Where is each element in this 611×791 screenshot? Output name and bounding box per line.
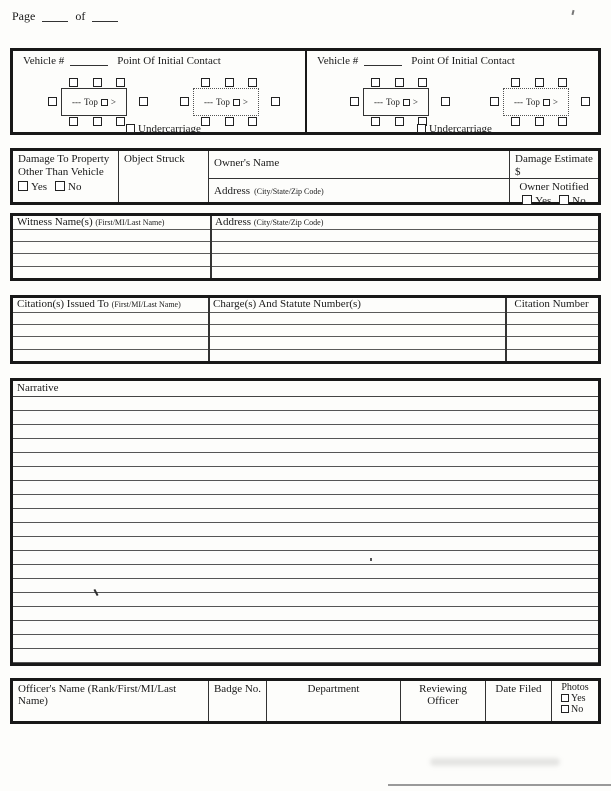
direction-arrow: > (242, 97, 248, 107)
vehicle-number-field[interactable] (364, 55, 402, 66)
witness-header-row (13, 216, 598, 229)
photos-no-row (555, 704, 595, 715)
witness-section (10, 213, 601, 281)
owner-notified-no-checkbox[interactable] (559, 195, 569, 205)
vehicle-panel-header (23, 55, 221, 67)
direction-arrow: > (110, 97, 116, 107)
vehicle-top-outline (363, 88, 429, 116)
blank-fill-in-row[interactable] (13, 593, 598, 607)
poc-checkbox-t3[interactable] (248, 78, 257, 87)
blank-fill-in-row[interactable] (13, 467, 598, 481)
contact-label: Point Of Initial Contact (117, 55, 221, 67)
vehicle-contact-diagram-car (350, 78, 450, 126)
blank-fill-in-row[interactable] (13, 439, 598, 453)
poc-checkbox-t3[interactable] (116, 78, 125, 87)
undercarriage-row (417, 123, 492, 135)
photos-yes-label: Yes (571, 693, 586, 704)
photos-yes-row (555, 693, 595, 704)
page-number-line (12, 9, 125, 24)
damage-estimate-label: Damage Estimate (515, 153, 593, 165)
blank-fill-in-row[interactable] (13, 266, 598, 278)
poc-checkbox-center[interactable] (233, 99, 240, 106)
undercarriage-label: Undercarriage (138, 123, 201, 135)
photos-no-label: No (571, 704, 584, 715)
poc-checkbox-t2[interactable] (225, 78, 234, 87)
poc-checkbox-b1[interactable] (69, 117, 78, 126)
poc-checkbox-b3[interactable] (248, 117, 257, 126)
direction-arrow: > (552, 97, 558, 107)
damage-property-label-line2: Other Than Vehicle (18, 165, 104, 178)
owner-notified-field (510, 179, 598, 209)
front-dashes: --- (374, 97, 384, 107)
damage-no-checkbox[interactable] (55, 181, 65, 191)
poc-checkbox-b3[interactable] (558, 117, 567, 126)
owner-address-field[interactable] (209, 179, 509, 202)
poc-checkbox-center[interactable] (403, 99, 410, 106)
poc-checkbox-b2[interactable] (535, 117, 544, 126)
date-filed-header: Date Filed (495, 683, 542, 695)
witness-rows (13, 229, 598, 278)
vehicle-contact-diagram-trailer (180, 78, 280, 126)
blank-fill-in-row[interactable] (13, 229, 598, 241)
damage-to-property-section (10, 148, 601, 205)
front-dashes: --- (72, 97, 82, 107)
poc-checkbox-t1[interactable] (69, 78, 78, 87)
front-dashes: --- (514, 97, 524, 107)
blank-fill-in-row[interactable] (13, 312, 598, 324)
damage-yes-label: Yes (31, 181, 48, 194)
of-label: of (75, 9, 86, 23)
poc-checkbox-l[interactable] (490, 97, 499, 106)
poc-checkbox-t2[interactable] (535, 78, 544, 87)
owner-name-label: Owner's Name (214, 157, 280, 169)
poc-checkbox-b1[interactable] (371, 117, 380, 126)
citation-section (10, 295, 601, 364)
vehicle-contact-diagram-trailer (490, 78, 590, 126)
blank-fill-in-row[interactable] (13, 241, 598, 253)
undercarriage-row (126, 123, 201, 135)
poc-checkbox-b2[interactable] (93, 117, 102, 126)
vehicle-top-outline (61, 88, 127, 116)
citation-rows (13, 312, 598, 361)
blank-fill-in-row[interactable] (13, 635, 598, 649)
poc-checkbox-t1[interactable] (511, 78, 520, 87)
officer-section (10, 678, 601, 724)
blank-fill-in-row[interactable] (13, 509, 598, 523)
top-label: Top (526, 97, 540, 107)
officer-name-header: Officer's Name (Rank/First/MI/Last Name) (18, 683, 177, 707)
blank-fill-in-row[interactable] (13, 253, 598, 265)
narrative-lines (13, 397, 598, 663)
page-label: Page (12, 9, 36, 23)
owner-notified-yes-label: Yes (535, 194, 552, 207)
reviewing-officer-cell[interactable] (400, 681, 485, 721)
top-label: Top (386, 97, 400, 107)
photos-no-checkbox[interactable] (561, 705, 569, 713)
poc-checkbox-b1[interactable] (201, 117, 210, 126)
scan-artifact (571, 10, 574, 15)
poc-checkbox-r[interactable] (139, 97, 148, 106)
damage-property-cell (13, 151, 118, 202)
blank-fill-in-row[interactable] (13, 551, 598, 565)
direction-arrow: > (412, 97, 418, 107)
point-of-initial-contact-section (10, 48, 601, 135)
citation-header-row (13, 298, 598, 312)
poc-checkbox-l[interactable] (350, 97, 359, 106)
blank-fill-in-row[interactable] (13, 621, 598, 635)
blank-fill-in-row[interactable] (13, 411, 598, 425)
narrative-section (10, 378, 601, 666)
top-label: Top (84, 97, 98, 107)
poc-checkbox-r[interactable] (581, 97, 590, 106)
blank-fill-in-row[interactable] (13, 565, 598, 579)
poc-checkbox-b3[interactable] (116, 117, 125, 126)
vehicle-number-label: Vehicle # (317, 55, 359, 67)
scan-artifact (430, 758, 560, 766)
vehicle-1-panel (13, 51, 305, 135)
blank-fill-in-row[interactable] (13, 537, 598, 551)
citation-issued-header: Citation(s) Issued To (First/MI/Last Name) (17, 298, 181, 310)
blank-fill-in-row[interactable] (13, 397, 598, 411)
poc-checkbox-t2[interactable] (395, 78, 404, 87)
owner-name-address-cell (208, 151, 509, 202)
blank-fill-in-row[interactable] (13, 495, 598, 509)
object-struck-cell[interactable] (118, 151, 208, 202)
vehicle-top-outline (193, 88, 259, 116)
scan-artifact (370, 558, 372, 561)
poc-checkbox-l[interactable] (48, 97, 57, 106)
damage-estimate-cell (509, 151, 598, 207)
scan-artifact (388, 784, 611, 786)
narrative-label: Narrative (17, 382, 59, 394)
narrative-header (13, 381, 598, 397)
blank-fill-in-row[interactable] (13, 607, 598, 621)
poc-checkbox-r[interactable] (271, 97, 280, 106)
owner-name-field[interactable] (209, 151, 509, 179)
citation-charges-header: Charge(s) And Statute Number(s) (213, 298, 361, 310)
undercarriage-checkbox[interactable] (126, 124, 135, 133)
blank-fill-in-row[interactable] (13, 425, 598, 439)
owner-notified-label: Owner Notified (519, 181, 589, 193)
blank-fill-in-row[interactable] (13, 336, 598, 348)
blank-fill-in-row[interactable] (13, 523, 598, 537)
photos-yes-checkbox[interactable] (561, 694, 569, 702)
poc-checkbox-b2[interactable] (395, 117, 404, 126)
top-label: Top (216, 97, 230, 107)
damage-no-label: No (68, 181, 82, 194)
photos-cell (551, 681, 598, 721)
witness-name-header: Witness Name(s) (First/MI/Last Name) (17, 216, 165, 228)
object-struck-label: Object Struck (124, 153, 185, 165)
poc-checkbox-t1[interactable] (201, 78, 210, 87)
owner-notified-yes-no-row (515, 195, 593, 207)
front-dashes: --- (204, 97, 214, 107)
badge-number-header: Badge No. (213, 683, 262, 695)
owner-notified-no-label: No (572, 194, 586, 207)
poc-checkbox-t3[interactable] (418, 78, 427, 87)
owner-address-hint: (City/State/Zip Code) (254, 187, 324, 196)
currency-symbol: $ (515, 165, 521, 178)
vehicle-number-label: Vehicle # (23, 55, 65, 67)
blank-fill-in-row[interactable] (13, 453, 598, 467)
damage-yes-checkbox[interactable] (18, 181, 28, 191)
date-filed-cell[interactable] (485, 681, 551, 721)
reviewing-officer-header: Reviewing Officer (419, 683, 467, 707)
page-total-field[interactable] (92, 11, 118, 22)
blank-fill-in-row[interactable] (13, 579, 598, 593)
undercarriage-label: Undercarriage (429, 123, 492, 135)
witness-address-header: Address (City/State/Zip Code) (215, 216, 324, 228)
poc-checkbox-center[interactable] (101, 99, 108, 106)
blank-fill-in-row[interactable] (13, 349, 598, 361)
poc-checkbox-l[interactable] (180, 97, 189, 106)
damage-estimate-field[interactable] (510, 151, 598, 179)
vehicle-2-panel (305, 51, 598, 135)
owner-address-label: Address (214, 185, 251, 197)
contact-label: Point Of Initial Contact (411, 55, 515, 67)
blank-fill-in-row[interactable] (13, 481, 598, 495)
vehicle-number-field[interactable] (70, 55, 108, 66)
poc-checkbox-b2[interactable] (225, 117, 234, 126)
officer-name-cell[interactable] (13, 681, 208, 721)
damage-yes-no-row (18, 181, 113, 193)
poc-checkbox-t2[interactable] (93, 78, 102, 87)
undercarriage-checkbox[interactable] (417, 124, 426, 133)
blank-fill-in-row[interactable] (13, 649, 598, 663)
page-number-field[interactable] (42, 11, 68, 22)
poc-checkbox-center[interactable] (543, 99, 550, 106)
citation-number-header: Citation Number (514, 298, 589, 310)
vehicle-panel-header (317, 55, 515, 67)
vehicle-top-outline (503, 88, 569, 116)
poc-checkbox-r[interactable] (441, 97, 450, 106)
photos-header: Photos (561, 682, 589, 693)
poc-checkbox-t3[interactable] (558, 78, 567, 87)
owner-notified-yes-checkbox[interactable] (522, 195, 532, 205)
blank-fill-in-row[interactable] (13, 324, 598, 336)
damage-property-label-line1: Damage To Property (18, 153, 110, 165)
poc-checkbox-t1[interactable] (371, 78, 380, 87)
poc-checkbox-b1[interactable] (511, 117, 520, 126)
department-header: Department (307, 683, 360, 695)
department-cell[interactable] (266, 681, 400, 721)
badge-number-cell[interactable] (208, 681, 266, 721)
vehicle-contact-diagram-car (48, 78, 148, 126)
